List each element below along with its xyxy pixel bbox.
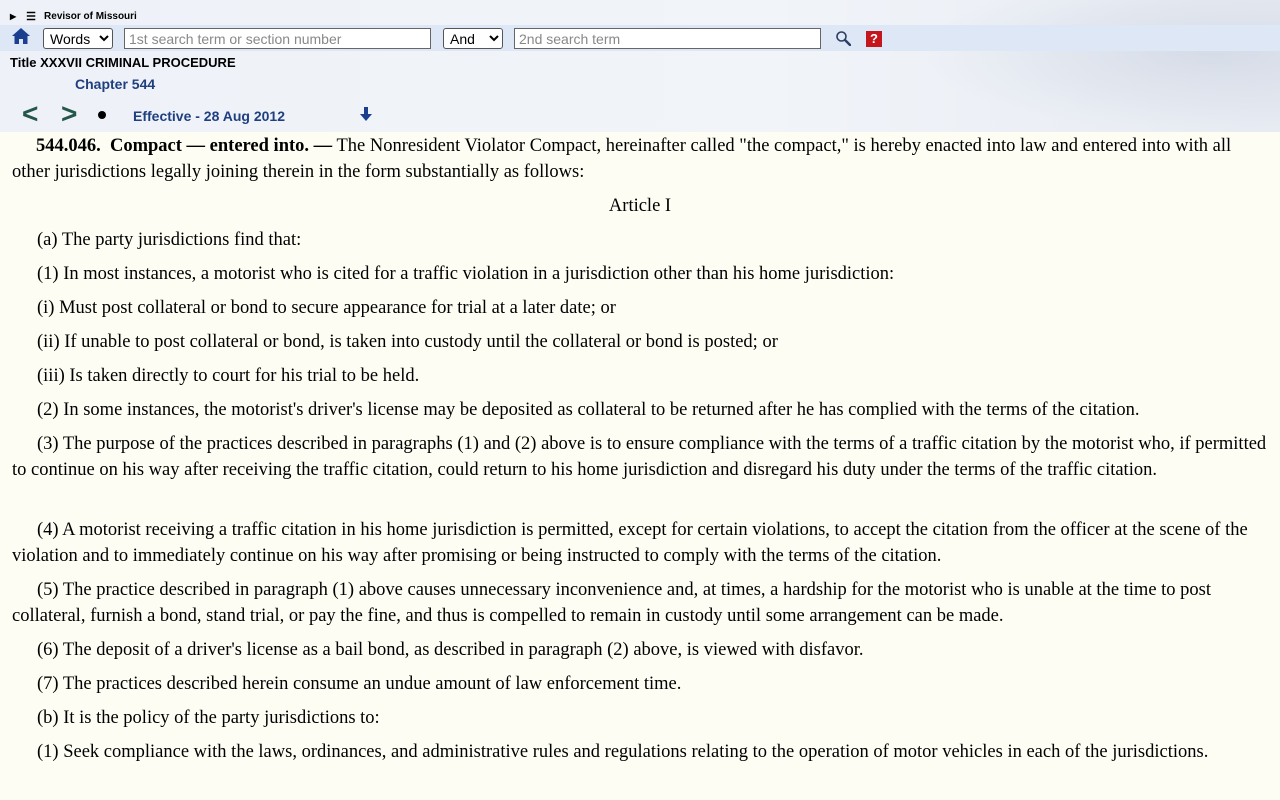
home-icon[interactable] [11,26,31,46]
second-search-term-input[interactable] [514,28,821,49]
statute-paragraph: (2) In some instances, the motorist's driver's license may be deposited as collateral to be returned after he has complied with the terms of the citation. [37,400,1140,420]
section-number: 544.046. [36,136,101,156]
article-heading: Article I [608,196,672,216]
expand-triangle-icon[interactable]: ▶ [10,11,17,21]
statute-paragraph: (7) The practices described herein consume an undue amount of law enforcement time. [37,674,682,694]
section-intro [0,133,1280,185]
statute-paragraph: (i) Must post collateral or bond to secure appearance for trial at a later date; or [37,298,616,318]
section-navigation [0,100,1280,130]
search-bar [0,25,1280,51]
effective-date: Effective - 28 Aug 2012 [133,108,285,124]
statute-paragraph: (b) It is the policy of the party jurisdictions to: [37,708,380,728]
search-operator-select[interactable] [443,28,503,49]
statute-paragraph: (4) A motorist receiving a traffic citation in his home jurisdiction is permitted, except for certain violations, to accept the citation from the officer at the scene of the violation and to immediately continue on his way after promising or being instructed to comply with the terms of the citation. [12,520,1248,566]
previous-section-button[interactable]: < [22,98,39,129]
search-mode-select[interactable] [43,28,113,49]
statute-paragraph: (1) In most instances, a motorist who is cited for a traffic violation in a jurisdiction other than his home jurisdiction: [37,264,895,284]
site-bar [10,9,137,23]
site-name: Revisor of Missouri [44,10,137,22]
next-section-button[interactable]: > [61,98,78,129]
section-heading: Compact — entered into. — [110,136,333,156]
statute-paragraph: (a) The party jurisdictions find that: [37,230,302,250]
chapter-link[interactable]: Chapter 544 [75,76,156,92]
help-icon[interactable]: ? [866,31,882,47]
statute-content [0,132,1280,800]
statute-paragraph: (6) The deposit of a driver's license as a bail bond, as described in paragraph (2) above, is viewed with disfavor. [37,640,864,660]
current-section-dot-icon[interactable] [98,111,106,119]
section-intro-text: The Nonresident Violator Compact, hereinafter called "the compact," is hereby enacted into law and entered into with all other jurisdictions legally joining therein in the form substantially as follows: [12,136,1232,182]
arrow-down-icon[interactable] [358,106,374,122]
menu-icon[interactable]: ☰ [26,10,37,23]
statute-paragraph: (ii) If unable to post collateral or bond, is taken into custody until the collateral or bond is posted; or [37,332,778,352]
first-search-term-input[interactable] [124,28,431,49]
title-heading: Title XXXVII CRIMINAL PROCEDURE [10,55,236,70]
statute-paragraph: (3) The purpose of the practices described in paragraphs (1) and (2) above is to ensure compliance with the terms of a traffic citation by the motorist who, if permitted to continue on his way after receiving the traffic citation, could return to his home jurisdiction and disregard his duty under the terms of the traffic citation. [12,434,1267,480]
page-header [0,0,1280,132]
statute-paragraph: (1) Seek compliance with the laws, ordinances, and administrative rules and regulations relating to the operation of motor vehicles in each of the jurisdictions. [37,742,1209,762]
search-icon[interactable] [835,30,851,46]
statute-paragraph: (5) The practice described in paragraph (1) above causes unnecessary inconvenience and, at times, a hardship for the motorist who is unable at the time to post collateral, furnish a bond, stand trial, or pay the fine, and thus is compelled to remain in custody until some arrangement can be made. [12,580,1212,626]
statute-paragraph: (iii) Is taken directly to court for his trial to be held. [37,366,420,386]
